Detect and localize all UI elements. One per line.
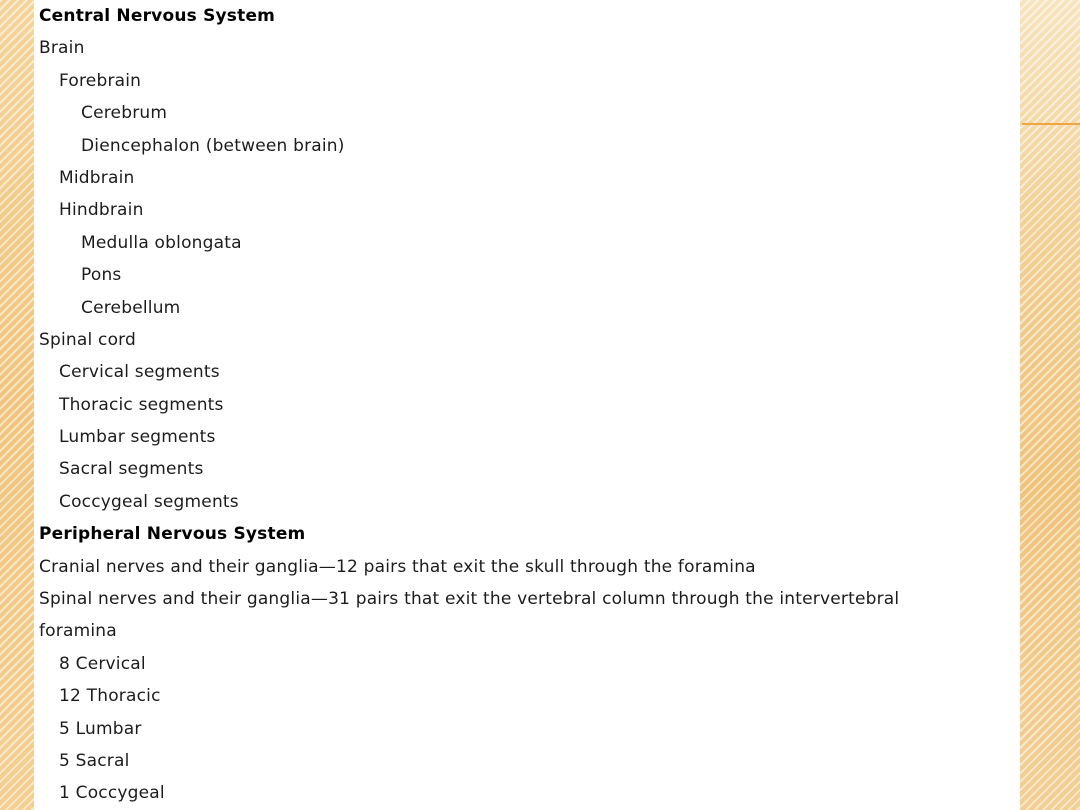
peripheral-nervous-system-heading: Peripheral Nervous System [39, 524, 306, 545]
diencephalon-item: Diencephalon (between brain) [81, 135, 345, 156]
right-decorative-stripe [1020, 0, 1080, 810]
spinal-cord-item: Spinal cord [39, 329, 137, 350]
brain-item: Brain [39, 38, 85, 59]
accent-line [1022, 123, 1080, 125]
hindbrain-item: Hindbrain [59, 200, 144, 221]
cervical-segments-item: Cervical segments [59, 362, 220, 383]
spinal-nerves-item-continued: foramina [39, 621, 117, 642]
central-nervous-system-heading: Central Nervous System [39, 6, 276, 26]
pons-item: Pons [81, 265, 122, 286]
spinal-nerves-item: Spinal nerves and their ganglia—31 pairs that exit the vertebral column through the intervertebral [39, 589, 900, 610]
lumbar-nerves-item: 5 Lumbar [59, 718, 142, 739]
forebrain-item: Forebrain [59, 70, 142, 91]
midbrain-item: Midbrain [59, 167, 135, 188]
medulla-oblongata-item: Medulla oblongata [81, 232, 242, 253]
cerebellum-item: Cerebellum [81, 297, 181, 318]
cranial-nerves-item: Cranial nerves and their ganglia—12 pairs that exit the skull through the foramina [39, 556, 756, 577]
sacral-segments-item: Sacral segments [59, 459, 204, 480]
nervous-system-outline [39, 0, 1019, 810]
coccygeal-segments-item: Coccygeal segments [59, 491, 239, 512]
coccygeal-nerves-item: 1 Coccygeal [59, 783, 165, 804]
left-decorative-stripe [0, 0, 34, 810]
thoracic-nerves-item: 12 Thoracic [59, 686, 161, 707]
cerebrum-item: Cerebrum [81, 103, 168, 124]
cervical-nerves-item: 8 Cervical [59, 653, 146, 674]
sacral-nerves-item: 5 Sacral [59, 750, 130, 771]
lumbar-segments-item: Lumbar segments [59, 427, 216, 448]
thoracic-segments-item: Thoracic segments [59, 394, 224, 415]
